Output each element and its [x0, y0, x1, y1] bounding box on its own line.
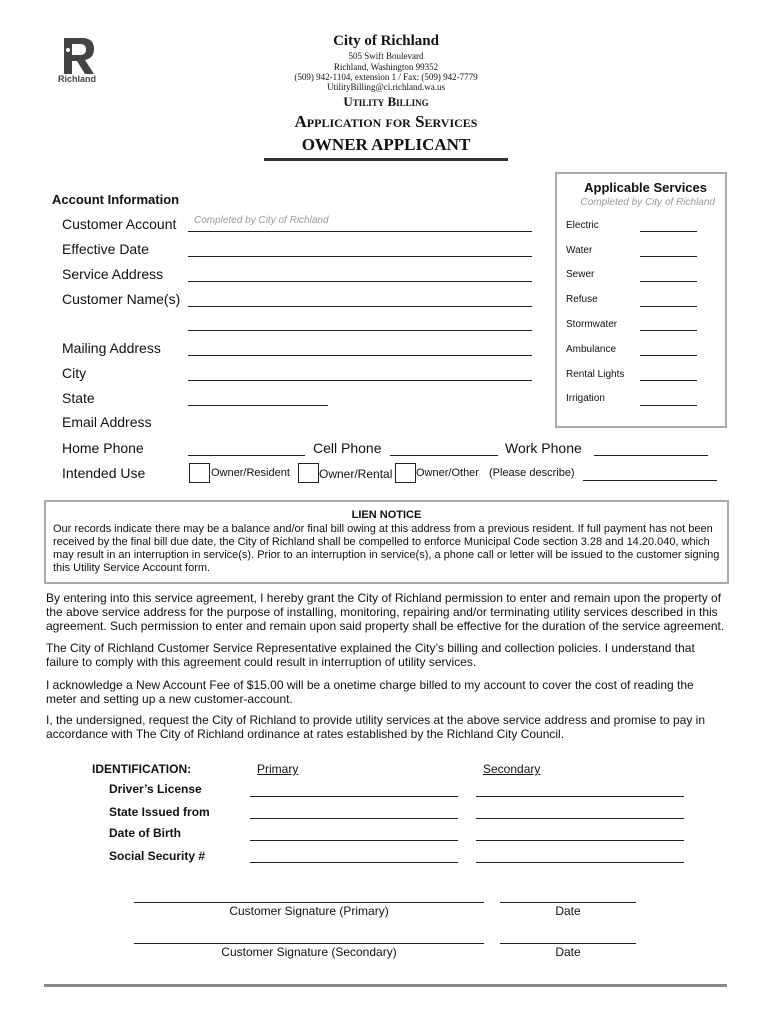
agreement-paragraph-3: I acknowledge a New Account Fee of $15.00 will be a onetime charge billed to my account to cover the cost of reading the meter and setting up a new customer-account.: [46, 678, 694, 706]
effective-date-label: Effective Date: [62, 241, 149, 257]
email-label: Email Address: [62, 414, 152, 430]
owner-resident-checkbox[interactable]: [189, 463, 210, 483]
please-describe-label: (Please describe): [489, 467, 575, 479]
home-phone-label: Home Phone: [62, 440, 144, 456]
owner-rental-label: Owner/Rental: [319, 467, 393, 481]
customer-account-label: Customer Account: [62, 216, 177, 232]
state-label: State: [62, 390, 95, 406]
agreement-paragraph-1: By entering into this service agreement, I hereby grant the City of Richland permission to enter and remain upon the property of the above service address for the purpose of installing, monitoring, repairing and/or terminating utility services described in this agreement. Such permission to enter and remain upon said property shall be effective for the duration of the service agreement.: [46, 591, 725, 633]
state-field[interactable]: [188, 405, 328, 406]
work-phone-field[interactable]: [594, 455, 708, 456]
service-rental-lights-label: Rental Lights: [566, 369, 625, 380]
lien-notice-box: [44, 500, 729, 584]
owner-rental-checkbox[interactable]: [298, 463, 319, 483]
service-stormwater-label: Stormwater: [566, 319, 618, 330]
date-of-birth-label: Date of Birth: [109, 826, 181, 840]
service-irrigation-field[interactable]: [640, 405, 697, 406]
primary-column-heading: Primary: [257, 762, 299, 776]
mailing-address-label: Mailing Address: [62, 340, 161, 356]
customer-account-field[interactable]: [188, 231, 532, 232]
social-security-primary-field[interactable]: [250, 862, 458, 863]
agreement-paragraph-2: The City of Richland Customer Service Representative explained the City’s billing and collection policies. I understand that failure to comply with this agreement could result in interruption of utility services.: [46, 641, 695, 669]
phone-fax: (509) 942-1104, extension 1 / Fax: (509) 942-7779: [294, 72, 478, 82]
service-rental-lights-field[interactable]: [640, 380, 697, 381]
account-info-heading: Account Information: [52, 192, 180, 207]
home-phone-field[interactable]: [188, 455, 305, 456]
describe-field[interactable]: [583, 480, 717, 481]
owner-resident-label: Owner/Resident: [211, 467, 290, 479]
footer-divider: [44, 984, 727, 987]
work-phone-label: Work Phone: [505, 440, 582, 456]
primary-signature-line[interactable]: [134, 902, 484, 903]
state-issued-label: State Issued from: [109, 805, 210, 819]
city-field[interactable]: [188, 380, 532, 381]
secondary-column-heading: Secondary: [483, 762, 541, 776]
customer-names-field-2[interactable]: [188, 330, 532, 331]
cell-phone-field[interactable]: [390, 455, 498, 456]
primary-signature-label: Customer Signature (Primary): [229, 904, 389, 918]
richland-logo: [52, 36, 102, 86]
customer-account-note: Completed by City of Richland: [194, 215, 329, 226]
customer-names-field-1[interactable]: [188, 306, 532, 307]
service-sewer-field[interactable]: [640, 281, 697, 282]
address-line-1: 505 Swift Boulevard: [348, 51, 424, 61]
logo-text: Richland: [57, 74, 96, 84]
service-address-label: Service Address: [62, 266, 164, 282]
drivers-license-secondary-field[interactable]: [476, 796, 684, 797]
service-water-label: Water: [566, 245, 593, 256]
owner-other-checkbox[interactable]: [395, 463, 416, 483]
primary-date-line[interactable]: [500, 902, 636, 903]
date-of-birth-secondary-field[interactable]: [476, 840, 684, 841]
applicable-services-heading: Applicable Services: [584, 180, 707, 195]
state-issued-secondary-field[interactable]: [476, 818, 684, 819]
service-stormwater-field[interactable]: [640, 330, 697, 331]
social-security-secondary-field[interactable]: [476, 862, 684, 863]
secondary-date-line[interactable]: [500, 943, 636, 944]
address-line-2: Richland, Washington 99352: [333, 62, 439, 72]
effective-date-field[interactable]: [188, 256, 532, 257]
header-divider: [264, 158, 508, 161]
drivers-license-primary-field[interactable]: [250, 796, 458, 797]
service-refuse-label: Refuse: [566, 294, 598, 305]
primary-date-label: Date: [555, 904, 581, 918]
customer-names-label: Customer Name(s): [62, 291, 181, 307]
social-security-label: Social Security #: [109, 849, 206, 863]
lien-notice-title: LIEN NOTICE: [351, 509, 422, 521]
service-electric-field[interactable]: [640, 231, 697, 232]
service-irrigation-label: Irrigation: [566, 393, 605, 404]
service-water-field[interactable]: [640, 256, 697, 257]
email-address: UtilityBilling@ci.richland.wa.us: [326, 82, 446, 92]
city-name: City of Richland: [333, 33, 439, 49]
department-name: Utility Billing: [343, 94, 429, 109]
state-issued-primary-field[interactable]: [250, 818, 458, 819]
service-ambulance-field[interactable]: [640, 355, 697, 356]
services-completed-note: Completed by City of Richland: [580, 197, 715, 208]
secondary-date-label: Date: [555, 945, 581, 959]
drivers-license-label: Driver’s License: [109, 782, 202, 796]
secondary-signature-line[interactable]: [134, 943, 484, 944]
identification-heading: IDENTIFICATION:: [92, 762, 192, 776]
service-address-field[interactable]: [188, 281, 532, 282]
form-subtitle: OWNER APPLICANT: [301, 135, 471, 154]
lien-notice-text: Our records indicate there may be a balance and/or final bill owing at this address from a previous resident. If full payment has not been received by the final bill due date, the City of Richland shall be compelled to enforce Municipal Code section 3.28 and 14.20.040, which may result in an interruption in service(s). Prior to an interruption in service(s), a phone call or letter will be issued to the customer signing this Utility Service Account form.: [53, 523, 720, 574]
mailing-address-field[interactable]: [188, 355, 532, 356]
service-sewer-label: Sewer: [566, 269, 595, 280]
service-ambulance-label: Ambulance: [566, 344, 617, 355]
owner-other-label: Owner/Other: [416, 467, 479, 479]
service-refuse-field[interactable]: [640, 306, 697, 307]
agreement-paragraph-4: I, the undersigned, request the City of Richland to provide utility services at the above service address and promise to pay in accordance with The City of Richland ordinance at rates established by the Richland City Council.: [46, 713, 706, 741]
city-label: City: [62, 365, 87, 381]
secondary-signature-label: Customer Signature (Secondary): [221, 945, 397, 959]
service-electric-label: Electric: [566, 220, 599, 231]
cell-phone-label: Cell Phone: [313, 440, 382, 456]
intended-use-label: Intended Use: [62, 465, 146, 481]
date-of-birth-primary-field[interactable]: [250, 840, 458, 841]
form-title: Application for Services: [294, 112, 478, 131]
